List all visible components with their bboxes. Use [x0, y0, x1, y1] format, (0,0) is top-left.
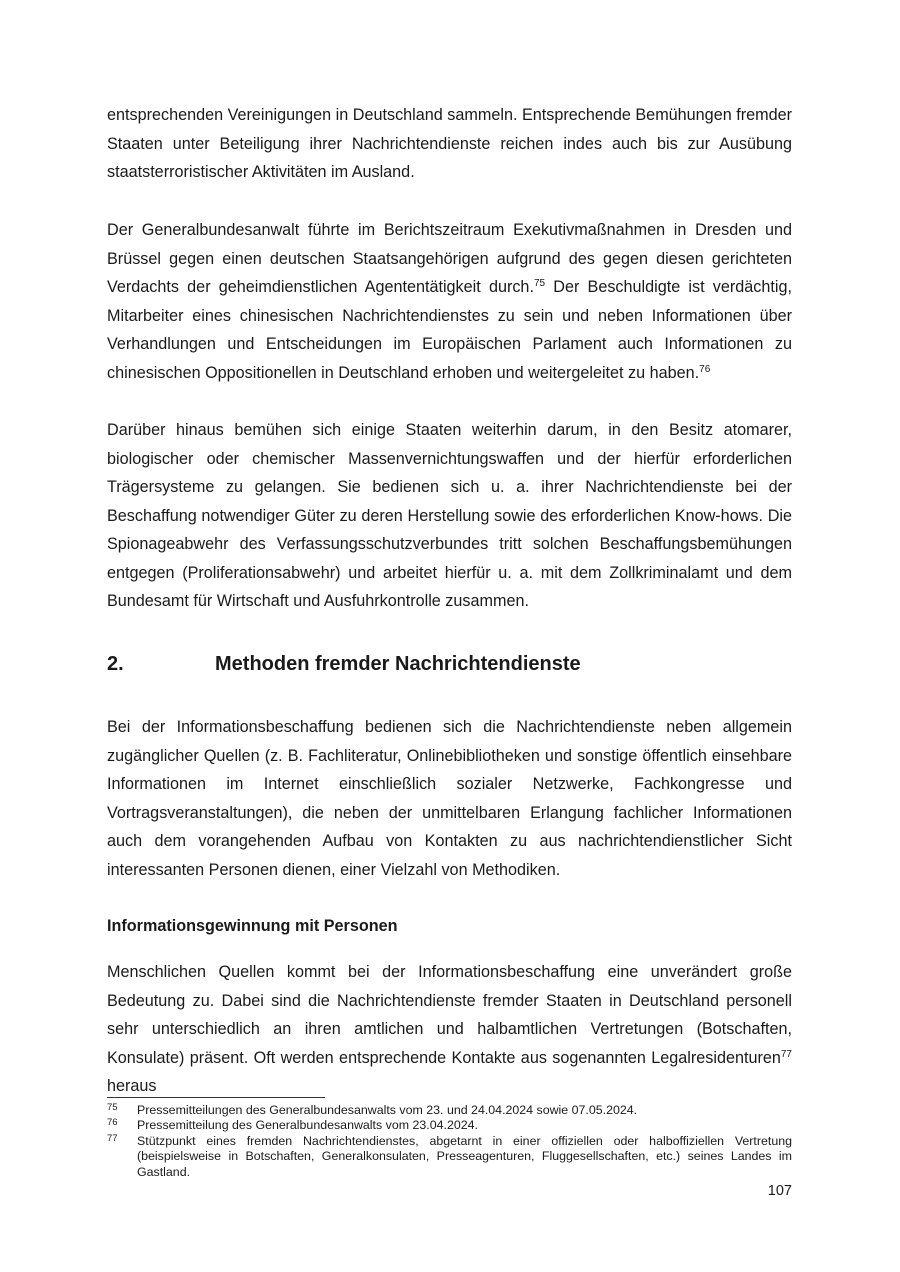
paragraph-2: [107, 216, 792, 387]
footnote-separator: [107, 1097, 325, 1098]
footnote-text: Pressemitteilungen des Generalbundesanwalts vom 23. und 24.04.2024 sowie 07.05.2024.: [137, 1103, 638, 1117]
footnote-text: Stützpunkt eines fremden Nachrichtendienstes, abgetarnt in einer offiziellen oder halboffiziellen Vertretung (beispielsweise in Botschaften, Generalkonsulaten, Presseagenturen, Fluggesellschaften, etc.) seines Landes im Gastland.: [137, 1133, 792, 1179]
footnote-number: 77: [107, 1132, 118, 1144]
paragraph-5-text-b: heraus: [107, 1077, 157, 1095]
paragraph-5: [107, 958, 792, 1101]
paragraph-3-text: Darüber hinaus bemühen sich einige Staaten weiterhin darum, in den Besitz atomarer, biologischer oder chemischer Massenvernichtungswaffen und der hierfür erforderlichen Trägersysteme zu gelangen. Sie bedienen sich u. a. ihrer Nachrichtendienste bei der Beschaffung notwendiger Güter zu deren Herstellung sowie des erforderlichen Know-hows. Die Spionageabwehr des Verfassungsschutzverbundes tritt solchen Beschaffungsbemühungen entgegen (Proliferationsabwehr) und arbeitet hierfür u. a. mit dem Zollkriminalamt und dem Bundesamt für Wirtschaft und Ausfuhrkontrolle zusammen.: [107, 421, 792, 610]
paragraph-2-text-a: Der Generalbundesanwalt führte im Berichtszeitraum Exekutivmaßnahmen in Dresden und Brüssel gegen einen deutschen Staatsangehörigen aufgrund des gegen diesen gerichteten Verdachts der geheimdienstlichen Agententätigkeit durch.: [107, 221, 792, 296]
paragraph-3: [107, 416, 792, 616]
footnote-76: [107, 1118, 792, 1133]
paragraph-4-text: Bei der Informationsbeschaffung bedienen sich die Nachrichtendienste neben allgemein zugänglicher Quellen (z. B. Fachliteratur, Onlinebibliotheken und sonstige öffentlich einsehbare Informationen im Internet einschließlich sozialer Netzwerke, Fachkongresse und Vortragsveranstaltungen), die neben der unmittelbaren Erlangung fachlicher Informationen auch dem vorangehenden Aufbau von Kontakten zu aus nachrichtendienstlicher Sicht interessanten Personen dienen, einer Vielzahl von Methodiken.: [107, 718, 792, 879]
footnote-text: Pressemitteilung des Generalbundesanwalts vom 23.04.2024.: [137, 1118, 478, 1133]
footnote-ref-75[interactable]: 75: [533, 278, 546, 289]
footnote-77: [107, 1134, 792, 1180]
footnote-number: 75: [107, 1102, 118, 1113]
footnote-75: [107, 1103, 792, 1118]
paragraph-2-text-b: Der Beschuldigte ist verdächtig, Mitarbeiter eines chinesischen Nachrichtendienstes zu sein und neben Informationen über Verhandlungen und Entscheidungen im Europäischen Parlament auch Informationen zu chinesischen Oppositionellen in Deutschland erhoben und weitergeleitet zu haben.: [107, 278, 792, 382]
paragraph-5-text-a: Menschlichen Quellen kommt bei der Informationsbeschaffung eine unverändert große Bedeutung zu. Dabei sind die Nachrichtendienste fremder Staaten in Deutschland personell sehr unterschiedlich an ihren amtlichen und halbamtlichen Vertretungen (Botschaften, Konsulate) präsent. Oft werden entsprechende Kontakte aus sogenannten Legalresidenturen: [107, 963, 792, 1067]
section-number: 2.: [107, 653, 124, 675]
footnote-number: 76: [107, 1117, 118, 1129]
paragraph-4: [107, 713, 792, 884]
subsection-heading: Informationsgewinnung mit Personen: [107, 917, 398, 935]
paragraph-1-text: entsprechenden Vereinigungen in Deutschland sammeln. Entsprechende Bemühungen fremder Staaten unter Beteiligung ihrer Nachrichtendienste reichen indes auch bis zur Ausübung staatsterroristischer Aktivitäten im Ausland.: [107, 106, 792, 181]
paragraph-1: [107, 101, 792, 187]
footnote-ref-77[interactable]: 77: [780, 1048, 792, 1060]
footnote-ref-76[interactable]: 76: [699, 363, 711, 375]
page-number: 107: [767, 1183, 792, 1199]
footnotes: [107, 1103, 792, 1180]
section-title: Methoden fremder Nachrichtendienste: [215, 653, 581, 675]
